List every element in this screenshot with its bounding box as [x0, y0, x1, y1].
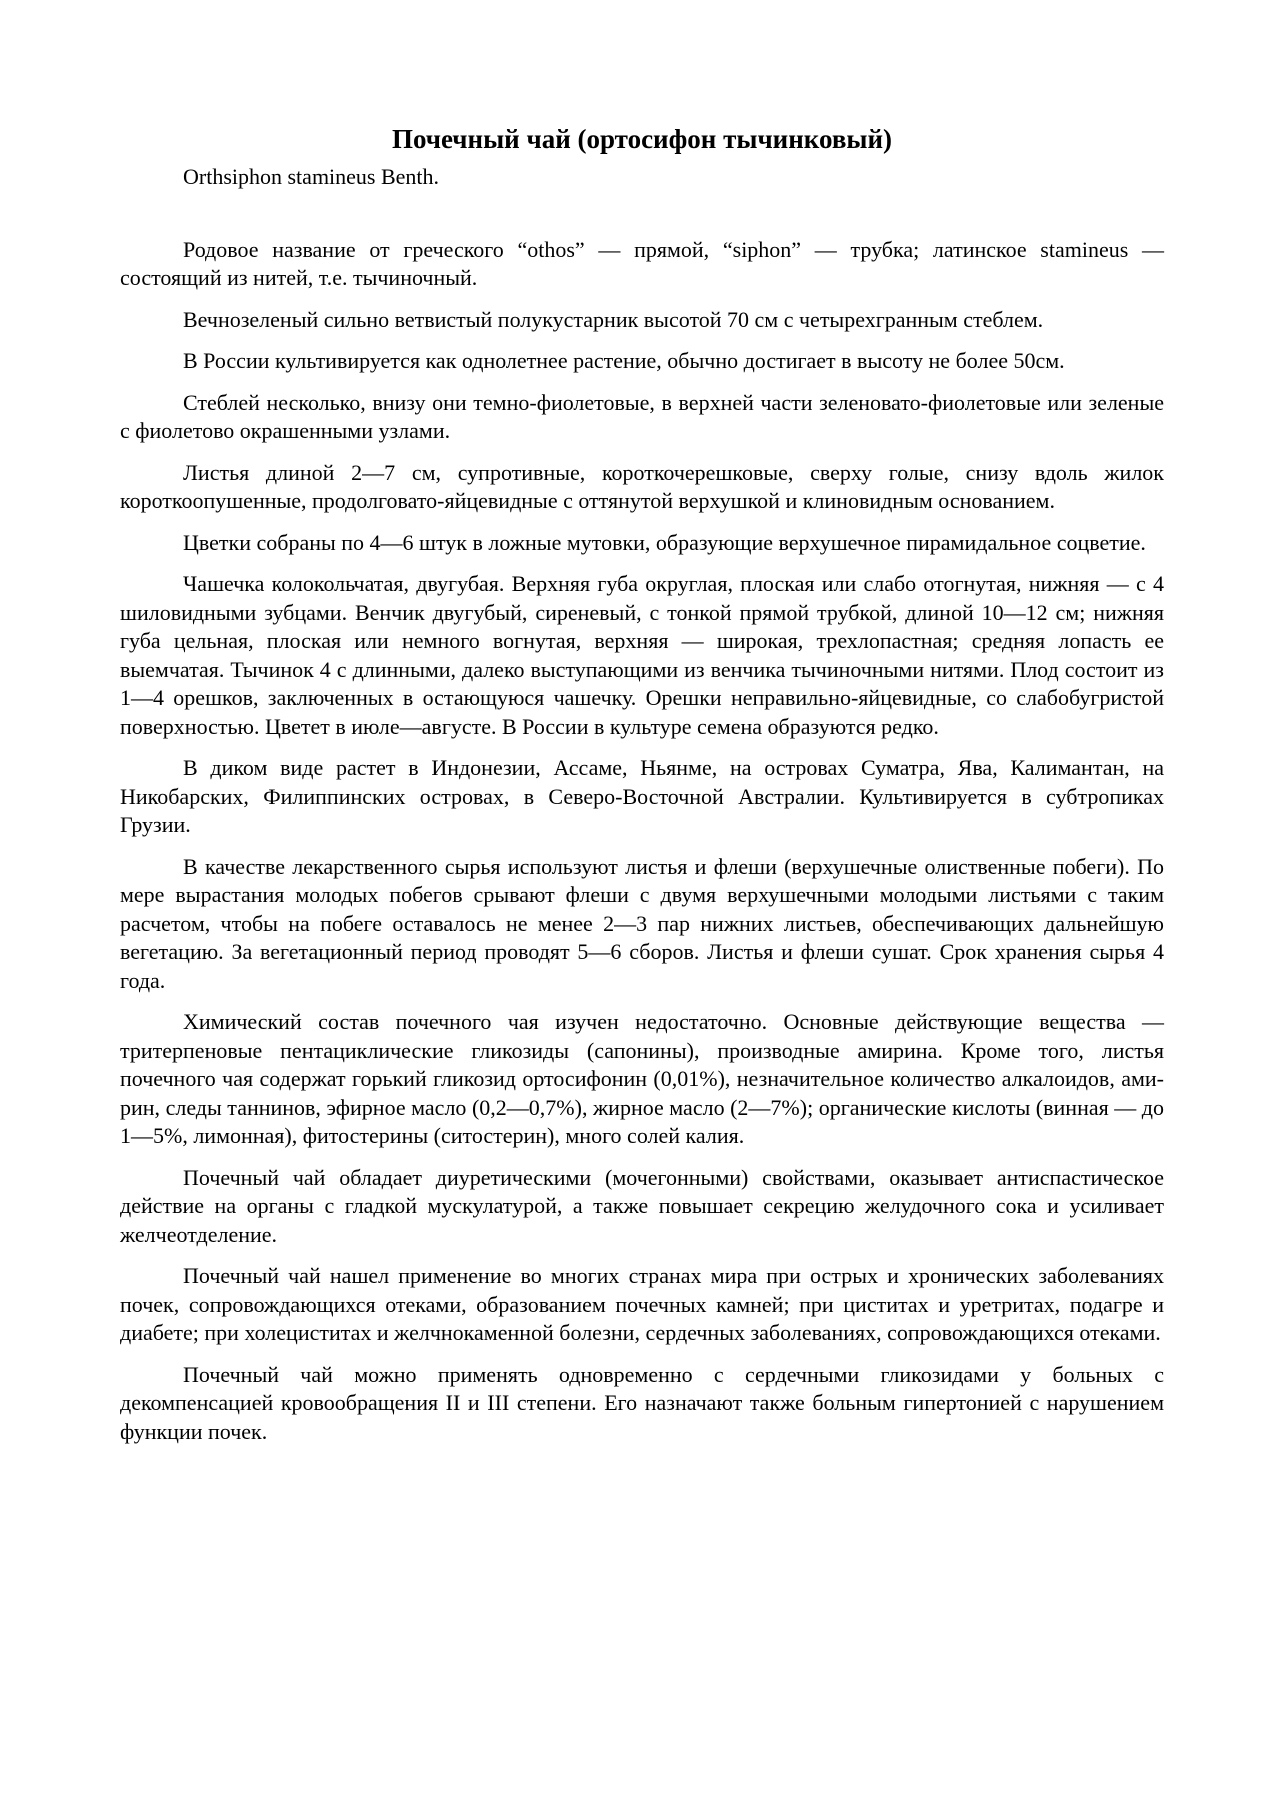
- paragraph-leaves: Листья длиной 2—7 см, супротивные, короткочерешковые, сверху голые, снизу вдоль жилок короткоопушенные, продолговато-яйцевидные с оттянутой верхушкой и клиновидным основанием.: [120, 459, 1164, 513]
- document-title: Почечный чай (ортосифон тычинковый): [391, 124, 893, 154]
- document-page: [120, 122, 1164, 1459]
- paragraph-flowers: Цветки собраны по 4—6 штук в ложные мутовки, образующие верхушечное пирамидальное соцветие.: [183, 529, 1146, 555]
- paragraph-cultivation-russia: В России культивируется как однолетнее растение, обычно достигает в высоту не более 50см.: [183, 348, 1065, 373]
- paragraph-application: Почечный чай нашел применение во многих странах мира при острых и хронических заболеваниях почек, сопровождающихся отеками, образованием почечных камней; при циститах и уретритах, подагре и диабете; при холециститах и желчнокаменной болезни, сердечных заболеваниях, сопровождающихся отеками.: [120, 1263, 1164, 1345]
- paragraph-stems: Стеблей несколько, внизу они темно-фиолетовые, в верхней части зеленовато-фиолетовые или зеленые с фиолетово окрашенными узлами.: [120, 389, 1164, 443]
- paragraph-description: Вечнозеленый сильно ветвистый полукустарник высотой 70 см с четырехгранным стеблем.: [183, 306, 1044, 332]
- paragraph-raw-material: В качестве лекарственного сырья используют листья и флеши (верхушечные олиственные побеги). По мере вырастания молодых побегов срывают флеши с двумя верхушечными молодыми листьями с таким расчетом, чтобы на побеге оставалось не менее 2—3 пар нижних листьев, обеспечивающих дальнейшую вегетацию. За вегетационный период проводят 5—6 сборов. Листья и флеши сушат. Срок хранения сырья 4 года.: [120, 853, 1164, 993]
- paragraph-calyx: Чашечка колокольчатая, двугубая. Верхняя губа округлая, плоская или слабо отогнутая, нижняя — с 4 шиловидными зубцами. Венчик двугубый, сиреневый, с тонкой прямой трубкой, длиной 10—12 см; нижняя губа цельная, плоская или немного вогнутая, верхняя — широкая, трехлопастная; средняя лопасть ее выемчатая. Тычинок 4 с длинными, далеко выступающими из венчика тычиночными нитями. Плод состоит из 1—4 орешков, заключенных в остающуюся чашечку. Орешки неправильно-яйцевидные, со слабобугристой поверхностью. Цветет в июле—августе. В России в культуре семена образуются редко.: [120, 571, 1164, 739]
- paragraph-habitat: В диком виде растет в Индонезии, Ассаме, Ньянме, на островах Суматра, Ява, Калимантан, на Никобарских, Филиппинских островах, в Северо-Восточной Австралии. Культивируется в субтропиках Грузии.: [120, 755, 1164, 837]
- paragraph-etymology: Родовое название от греческого “othos” — прямой, “siphon” — трубка; латинское stamineus — состоящий из нитей, т.е. тычиночный.: [120, 236, 1164, 290]
- paragraph-properties: Почечный чай обладает диуретическими (мочегонными) свойствами, оказывает антиспастическое действие на органы с гладкой мускулатурой, а также повышает секрецию желудочного сока и усиливает желчеотделение.: [120, 1164, 1164, 1247]
- paragraph-combination: Почечный чай можно применять одновременно с сердечными гликозидами у больных с декомпенсацией кровообращения II и III степени. Его назначают также больным гипертонией с нарушением функции почек.: [120, 1361, 1164, 1444]
- paragraph-chemistry: Химический состав почечного чая изучен недостаточно. Основные действующие вещества — тритерпеновые пентациклические гликозиды (сапонины), производные амирина. Кроме того, листья почечного чая содержат горький гликозид ортосифонин (0,01%), незначительное количество алкалоидов, ами-рин, следы таннинов, эфирное масло (0,2—0,7%), жирное масло (2—7%); органические кислоты (винная — до 1—5%, лимонная), фитостерины (ситостерин), много солей калия.: [120, 1009, 1164, 1148]
- latin-name: Orthsiphon stamineus Benth.: [183, 164, 440, 189]
